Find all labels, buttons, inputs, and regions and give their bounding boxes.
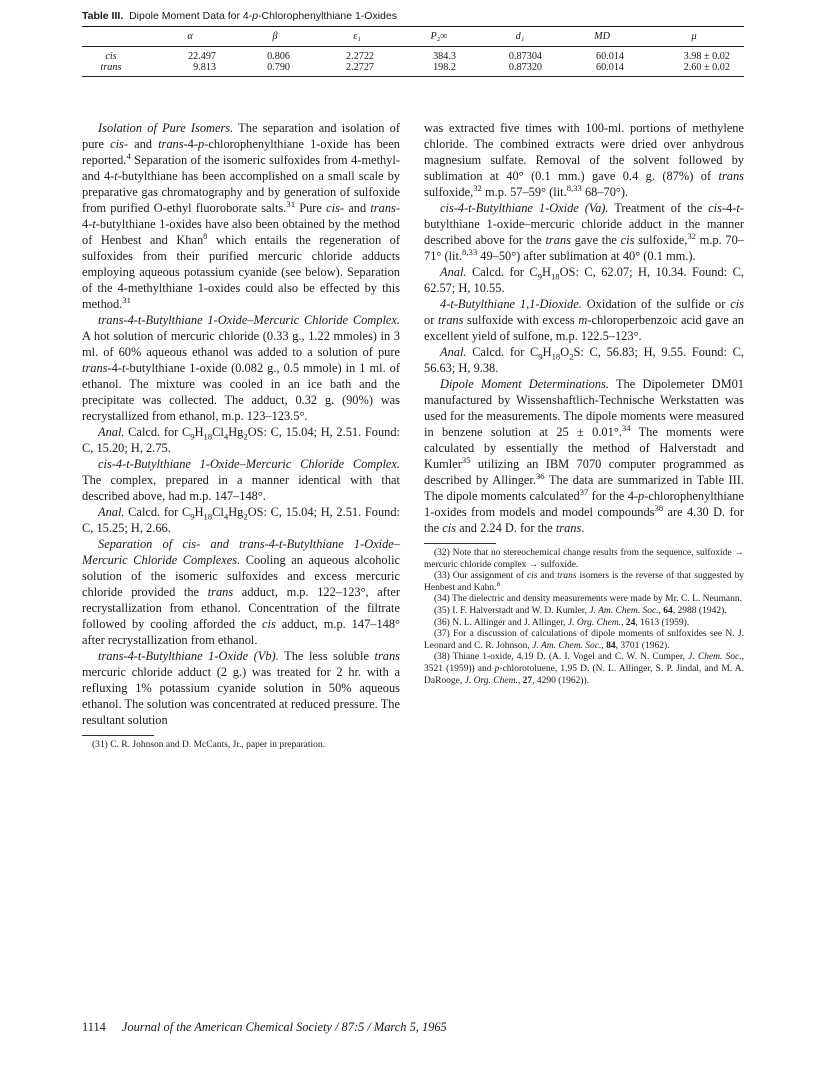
footnote-33: (33) Our assignment of cis and trans isomers is the reverse of that suggested by Henbest and Kahn.$^8$ (424, 571, 745, 593)
table-cell: 60.014 (595, 51, 624, 62)
header-beta: β (272, 31, 278, 42)
paragraph: Dipole Moment Determinations. The Dipolemeter DM01 manufactured by Wissenshaftlich-Technische Werkstatten was used for the measurements. The dipole moments were measured in benzene solution at 25 ± 0.01°.$^{34}$ The moments were calculated by essentially the method of Halverstadt and Kumler$^{35}$ utilizing an IBM 7070 computer programmed as described by Allinger.$^{36}$ The data are summarized in Table III. The dipole moments calculated$^{37}$ for the 4-p-chlorophenylthiane 1-oxides from models and model compounds$^{38}$ are 4.30 D. for the cis and 2.24 D. for the trans. (424, 377, 744, 535)
page-footer: 1114 Journal of the American Chemical Society / 87:5 / March 5, 1965 (82, 1020, 447, 1034)
table-cell: 384.3 (433, 51, 456, 62)
journal-date: March 5, 1965 (373, 1020, 447, 1034)
table-bottom-rule (82, 76, 744, 77)
paragraph: trans-4-t-Butylthiane 1-Oxide–Mercuric Chloride Complex. A hot solution of mercuric chloride (0.33 g., 1.22 mmoles) in 3 ml. of 60% aqueous ethanol was added to a solution of pure trans-4-t-butylthiane 1-oxide (0.082 g., 0.5 mmole) in 1 ml. of ethanol. The mixture was cooled in an ice bath and the precipitate was collected. The adduct, 0.32 g. (90%) was recrystallized from ethanol, m.p. 123–123.5°. (82, 313, 400, 423)
journal-name: Journal of the American Chemical Society (121, 1020, 332, 1034)
table-cell: 0.806 (267, 51, 290, 62)
right-column (424, 120, 744, 687)
table-cell: 3.98 ± 0.02 (683, 51, 730, 62)
paragraph: trans-4-t-Butylthiane 1-Oxide (Vb). The less soluble trans mercuric chloride adduct (2 g.) was treated for 2 hr. with a refluxing 1% potassium cyanide solution in 50% aqueous ethanol. The solution was concentrated at reduced pressure. The resultant solution (82, 649, 400, 727)
table-title: Dipole Moment Data for 4-p-Chlorophenylthiane 1-Oxides (129, 10, 397, 22)
footnote-35: (35) I. F. Halverstadt and W. D. Kumler, J. Am. Chem. Soc., 64, 2988 (1942). (434, 605, 727, 616)
footnote-36: (36) N. L. Allinger and J. Allinger, J. Org. Chem., 24, 1613 (1959). (434, 617, 690, 628)
header-p2: P₂∞ (430, 31, 448, 42)
header-epsilon: ε₁ (353, 31, 361, 42)
table-cell: 0.87320 (508, 62, 542, 73)
table-cell: 2.2722 (345, 51, 374, 62)
header-d1: d₁ (515, 31, 525, 42)
table-cell: 0.790 (267, 62, 290, 73)
header-md: MD (594, 31, 610, 42)
dipole-table (82, 27, 744, 76)
footnote-31: (31) C. R. Johnson and D. McCants, Jr., paper in preparation. (92, 740, 325, 750)
table-block (82, 10, 744, 77)
table-cell: 2.2727 (345, 62, 374, 73)
paragraph: Anal. Calcd. for $C_9H_{18}Cl_4Hg_2OS$: C, 15.04; H, 2.51. Found: C, 15.20; H, 2.75. (82, 425, 400, 455)
header-mu: μ (691, 31, 697, 42)
paragraph: Anal. Calcd. for $C_9H_{18}O_2S$: C, 56.83; H, 9.55. Found: C, 56.63; H, 9.38. (424, 345, 744, 375)
footnote-38: (38) Thiane 1-oxide, 4.19 D. (A. I. Vogel and C. W. N. Cumper, J. Chem. Soc., 3521 (1959)) and p-chlorotoluene, 1.95 D. (N. L. Allinger, S. P. Jindal, and M. A. DaRooge, J. Org. Chem., 27, 4290 (1962)). (424, 652, 744, 686)
footnote-34: (34) The dielectric and density measurements were made by Mr. C. L. Neumann. (434, 594, 742, 605)
left-column (82, 120, 400, 752)
table-cell: 60.014 (595, 62, 624, 73)
table-cell: 2.60 ± 0.02 (683, 62, 730, 73)
table-cell: 22.497 (187, 51, 216, 62)
header-blank (82, 27, 146, 47)
footnote-32: (32) Note that no stereochemical change results from the sequence, sulfoxide → mercuric chloride complex → sulfoxide. (424, 548, 744, 570)
journal-volume: 87:5 (341, 1020, 365, 1034)
paragraph: Separation of cis- and trans-4-t-Butylthiane 1-Oxide–Mercuric Chloride Complexes. Cooling an aqueous alcoholic solution of the isomeric sulfoxides and excess mercuric chloride provided the trans adduct, m.p. 122–123°, after recrystallization from ethanol. Concentration of the filtrate followed by cooling afforded the cis adduct, m.p. 147–148° after recrystallization from ethanol. (82, 537, 401, 647)
table-cell: 0.87304 (508, 51, 542, 62)
paragraph: was extracted five times with 100-ml. portions of methylene chloride. The combined extracts were dried over anhydrous magnesium sulfate. Removal of the solvent followed by sublimation at 40° (0.1 mm.) gave 0.4 g. (87%) of trans sulfoxide,$^{32}$ m.p. 57–59° (lit.$^{8,33}$ 68–70°). (424, 121, 744, 199)
row-label: cis (105, 51, 117, 62)
footnote-separator (82, 735, 154, 736)
table-row (82, 62, 744, 76)
paragraph: Anal. Calcd. for $C_9H_{18}OS$: C, 62.07; H, 10.34. Found: C, 62.57; H, 10.55. (424, 265, 744, 295)
table-cell: 9.813 (193, 62, 216, 73)
footnote-separator (424, 543, 496, 544)
footnote-37: (37) For a discussion of calculations of dipole moments of sulfoxides see N. J. Leonard and C. R. Johnson, J. Am. Chem. Soc., 84, 3701 (1962). (424, 629, 744, 651)
page-number: 1114 (82, 1020, 106, 1034)
table-row (82, 47, 744, 63)
paragraph: cis-4-t-Butylthiane 1-Oxide–Mercuric Chloride Complex. The complex, prepared in a manner identical with that described above, had m.p. 147–148°. (82, 457, 400, 503)
table-caption (82, 10, 744, 22)
table-label: Table III. (82, 10, 124, 22)
paragraph: 4-t-Butylthiane 1,1-Dioxide. Oxidation of the sulfide or cis or trans sulfoxide with excess m-chloroperbenzoic acid gave an excellent yield of sulfone, m.p. 122.5–123°. (424, 297, 744, 343)
paragraph: Anal. Calcd. for $C_9H_{18}Cl_4Hg_2OS$: C, 15.04; H, 2.51. Found: C, 15.25; H, 2.66. (82, 505, 400, 535)
table-cell: 198.2 (433, 62, 456, 73)
paragraph: cis-4-t-Butylthiane 1-Oxide (Va). Treatment of the cis-4-t-butylthiane 1-oxide–mercuric chloride adduct in the manner described above for the trans gave the cis sulfoxide,$^{32}$ m.p. 70–71° (lit.$^{8,33}$ 49–50°) after sublimation at 40° (0.1 mm.). (424, 201, 744, 263)
header-alpha: α (187, 31, 193, 42)
paragraph: Isolation of Pure Isomers. The separation and isolation of pure cis- and trans-4-p-chlorophenylthiane 1-oxide has been reported.$^4$ Separation of the isomeric sulfoxides from 4-methyl- and 4-t-butylthiane has been accomplished on a small scale by preparative gas chromatography and by generation of sulfoxide from purified O-ethyl fluoroborate salts.$^{31}$ Pure cis- and trans-4-t-butylthiane 1-oxides have also been obtained by the method of Henbest and Khan$^8$ which entails the regeneration of sulfoxides from their purified mercuric chloride adducts employing aqueous potassium cyanide (see below). Separation of the 4-methylthiane 1-oxides could also be effected by this method.$^{31}$ (82, 121, 401, 311)
table-header-row (82, 27, 744, 47)
row-label: trans (100, 62, 122, 73)
